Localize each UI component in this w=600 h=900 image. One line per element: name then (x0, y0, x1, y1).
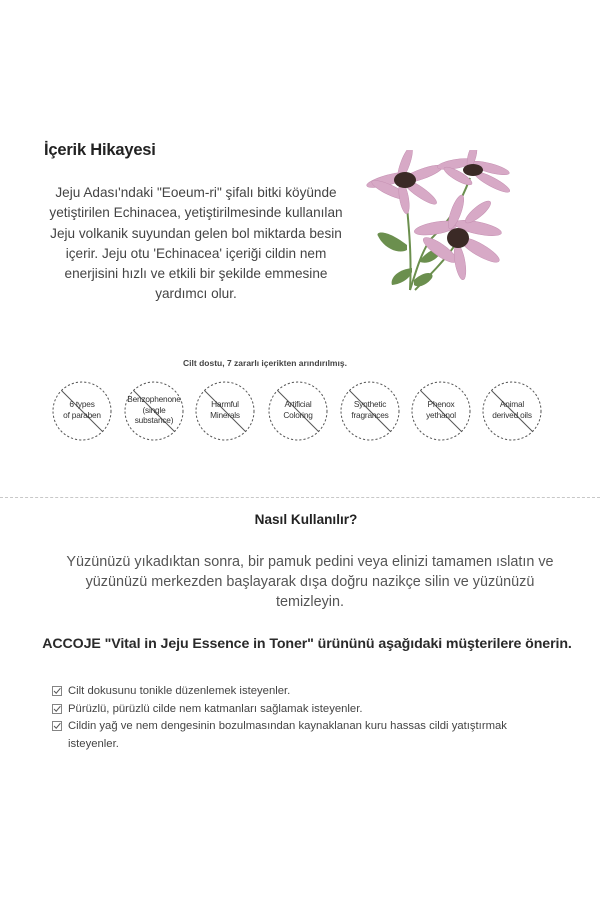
free-from-badge (410, 380, 472, 442)
list-item (52, 683, 592, 701)
badge-label: 6 types of paraben (63, 399, 101, 420)
list-item-text: Cildin yağ ve nem dengesinin bozulmasından kaynaklanan kuru hassas cildi yatıştırmak (68, 720, 507, 732)
story-line: yardımcı olur. (155, 286, 237, 302)
list-item-text: Pürüzlü, pürüzlü cilde nem katmanları sağlamak isteyenler. (68, 702, 363, 715)
list-item (52, 718, 592, 753)
how-to-use-line: Yüzünüzü yıkadıktan sonra, bir pamuk pedini veya elinizi tamamen ıslatın ve (66, 554, 554, 570)
free-from-badge (339, 380, 401, 442)
checkbox-checked-icon (52, 686, 62, 696)
echinacea-flower-illustration (360, 150, 520, 300)
checkbox-checked-icon (52, 721, 62, 731)
story-line: Jeju volkanik suyundan gelen bol miktarda besin (50, 225, 342, 241)
story-line: yetiştirilen Echinacea, yetiştirilmesinde kullanılan (49, 205, 343, 221)
story-line: Jeju Adası'ndaki "Eoeum-ri" şifalı bitki köyünde (55, 185, 337, 200)
ingredient-story-text (14, 183, 378, 305)
how-to-use-line: yüzünüzü merkezden başlayarak dışa doğru nazikçe silin ve yüzünüzü (85, 574, 535, 590)
free-from-badges (51, 380, 551, 444)
checkbox-checked-icon (52, 704, 62, 714)
story-line: içerir. Jeju otu 'Echinacea' içeriği cildin nem (65, 245, 327, 261)
free-from-badge (481, 380, 543, 442)
free-from-badge (267, 380, 329, 442)
list-item-text: isteyenler. (68, 737, 119, 750)
free-from-caption: Cilt dostu, 7 zararlı içerikten arındırılmış. (183, 358, 347, 368)
free-from-badge (194, 380, 256, 442)
badge-label: Harmful Minerals (210, 399, 240, 420)
badge-label: Animal derived oils (492, 399, 532, 420)
story-line: enerjisini hızlı ve etkili bir şekilde emmesine (64, 266, 328, 282)
how-to-use-text (20, 552, 600, 612)
how-to-use-line: temizleyin. (276, 594, 344, 610)
badge-label: Artificial Coloring (283, 399, 313, 420)
ingredient-story-title: İçerik Hikayesi (44, 141, 156, 159)
recommendation-title: ACCOJE "Vital in Jeju Essence in Toner" ürününü aşağıdaki müşterilere önerin. (42, 636, 572, 652)
badge-label: Benzophenone (single substance) (127, 394, 181, 425)
recommendation-list (52, 683, 592, 753)
free-from-badge (123, 380, 185, 442)
list-item-text: Cilt dokusunu tonikle düzenlemek isteyenler. (68, 685, 291, 697)
how-to-use-title: Nasıl Kullanılır? (254, 512, 358, 527)
badge-label: Synthetic fragrances (351, 399, 389, 420)
list-item (52, 701, 592, 719)
free-from-badge (51, 380, 113, 442)
badge-label: Phenox yethanol (426, 399, 456, 420)
section-divider (0, 497, 600, 498)
